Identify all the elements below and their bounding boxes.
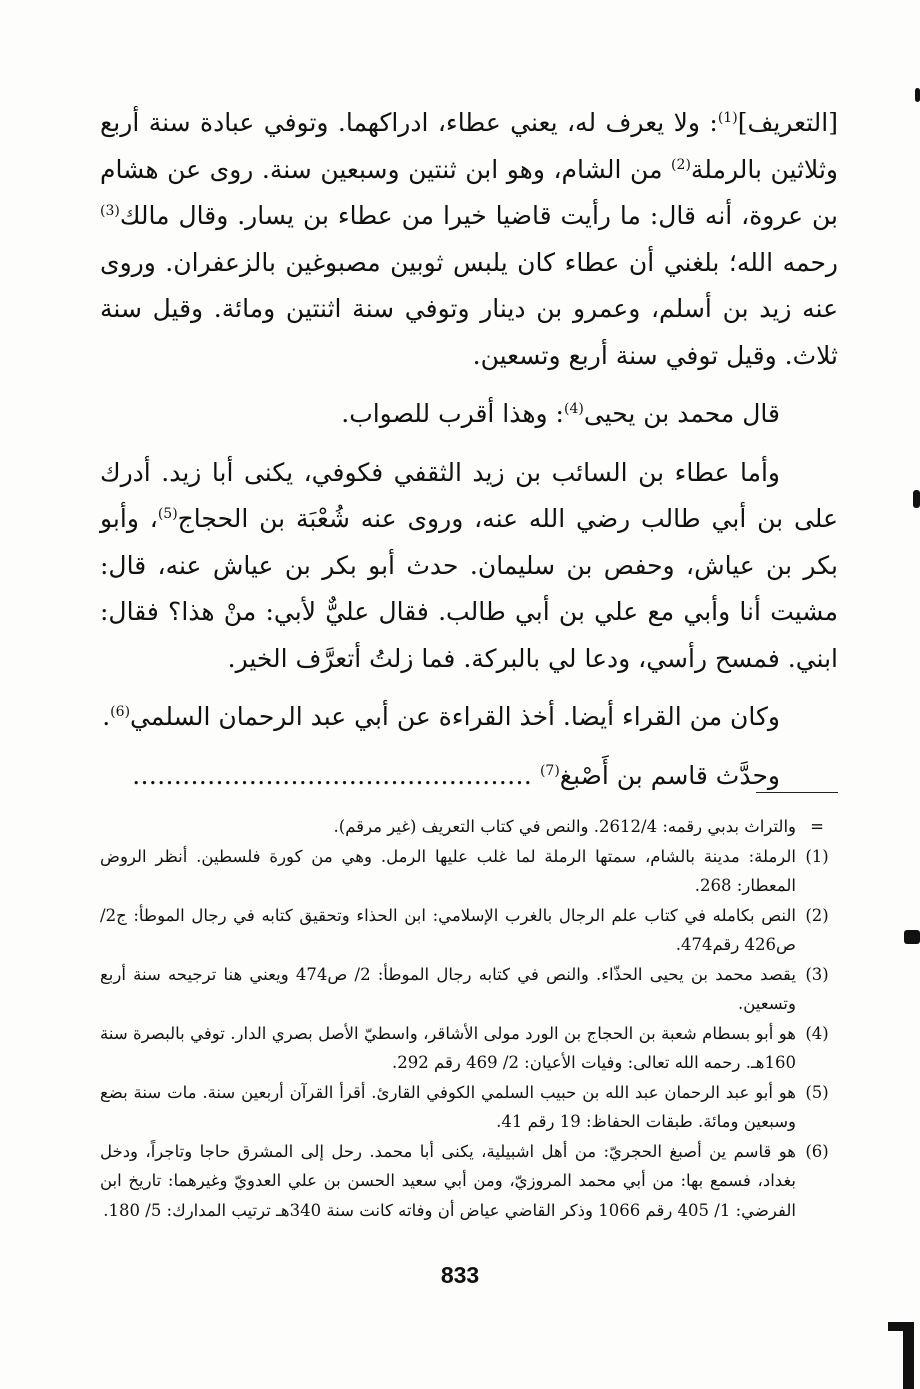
footnote-ref-6: (6) <box>110 704 131 720</box>
footnote-separator <box>756 792 838 793</box>
text-run: : وهذا أقرب للصواب. <box>341 399 564 428</box>
footnote-number: (6) <box>805 1141 829 1161</box>
footnote-number: (4) <box>805 1023 829 1043</box>
paragraph-2 <box>100 391 838 438</box>
text-run: : ولا يعرف له، يعني عطاء، ادراكهما. وتوفي عبادة سنة أربع وثلاثين بالرملة <box>100 108 839 184</box>
text-run: [التعريف] <box>737 108 838 137</box>
text-run: وكان من القراء أيضا. أخذ القراءة عن أبي عبد الرحمان السلمي <box>130 702 780 731</box>
ellipsis-dots: ………………………………………… <box>131 760 532 790</box>
footnote-item <box>100 1137 838 1226</box>
footnote-item <box>100 901 838 960</box>
main-text <box>100 100 838 799</box>
text-run: رحمه الله؛ بلغني أن عطاء كان يلبس ثوبين مصبوغين بالزعفران. وروى عنه زيد بن أسلم، وعمرو بن دينار وتوفي سنة اثنتين ومائة. وقيل سنة ثلاث. وقيل توفي سنة أربع وتسعين. <box>100 247 838 370</box>
footnote-item <box>100 1019 838 1078</box>
scan-mark <box>903 1322 914 1389</box>
footnote-item <box>100 842 838 901</box>
footnote-text: هو أبو عبد الرحمان عبد الله بن حبيب السلمي الكوفي القارئ. أقرأ القرآن أربعين سنة. مات سنة بضع وسبعين ومائة. طبقات الحفاظ: 19 رقم 41. <box>100 1082 796 1131</box>
footnote-number: (3) <box>805 964 829 984</box>
footnote-text: هو قاسم ين أصبغ الحجريّ: من أهل اشبيلية، يكنى أبا محمد. رحل إلى المشرق حاجا وتاجراً، ودخل بغداد، فسمع بها: من أبي محمد المروزيّ، ومن أبي سعيد الحسن بن علي العدويّ وغيرهما: تاريخ ابن الفرضي: 1/ 405 رقم 1066 وذكر القاضي عياض أن وفاته كانت سنة 340هـ ترتيب المدارك: 5/ 180. <box>100 1141 796 1220</box>
text-run: ، وأبو بكر بن عياش، وحفص بن سليمان. حدث أبو بكر بن عياش عنه، قال: مشيت أنا وأبي مع علي بن أبي طالب. فقال عليٌّ لأبي: منْ هذا؟ فقال: ابني. فمسح رأسي، ودعا لي بالبركة. فما زلتُ أتعرَّف الخير. <box>100 504 838 673</box>
footnote-text: النص بكامله في كتاب علم الرجال بالغرب الإسلامي: ابن الحذاء وتحقيق كتابه في رجال الموطأ: ج2/ ص426 رقم474. <box>100 905 796 954</box>
text-run: . <box>102 702 111 731</box>
footnote-text: الرملة: مدينة بالشام، سمتها الرملة لما غلب عليها الرمل. وهي من كورة فلسطين. أنظر الروض المعطار: 268. <box>100 846 796 895</box>
footnote-text: والتراث بدبي رقمه: 2612/4. والنص في كتاب التعريف (غير مرقم). <box>333 817 796 836</box>
footnote-number: (2) <box>805 905 829 925</box>
text-run: قال محمد بن يحيى <box>583 399 780 428</box>
scan-mark <box>915 88 920 102</box>
paragraph-1 <box>100 100 838 379</box>
footnote-text: يقصد محمد بن يحيى الحذّاء. والنص في كتابه رجال الموطأ: 2/ ص474 ويعني هنا ترجيحه سنة أربع وتسعين. <box>100 964 796 1013</box>
footnote-ref-2: (2) <box>671 156 691 173</box>
footnote-ref-7: (7) <box>539 762 560 779</box>
footnote-number: (5) <box>805 1082 829 1102</box>
paragraph-5 <box>100 753 838 800</box>
footnotes <box>100 812 838 1225</box>
footnote-item <box>100 812 838 842</box>
footnote-ref-4: (4) <box>563 401 584 417</box>
scan-mark <box>888 1322 914 1331</box>
footnote-item <box>100 960 838 1019</box>
text-run: وأما عطاء بن السائب بن زيد الثقفي فكوفي، يكنى أبا زيد. أدرك على بن أبي طالب رضي الله عنه، وروى عنه شُعْبَة بن الحجاج <box>100 457 838 533</box>
footnote-ref-3: (3) <box>100 203 120 219</box>
text-run: من الشام، وهو ابن ثنتين وسبعين سنة. روى عن هشام بن عروة، أنه قال: ما رأيت قاضيا خيرا من عطاء بن يسار. وقال مالك <box>100 154 838 230</box>
scan-mark <box>904 930 920 944</box>
paragraph-4 <box>100 694 838 741</box>
footnote-item <box>100 1078 838 1137</box>
page-number: 833 <box>440 1262 480 1288</box>
footnote-ref-1: (1) <box>717 110 738 126</box>
footnote-ref-5: (5) <box>157 506 178 522</box>
footnote-number: (1) <box>805 846 829 866</box>
scan-mark <box>913 490 920 508</box>
paragraph-3 <box>100 450 838 683</box>
footnote-text: هو أبو بسطام شعبة بن الحجاج بن الورد مولى الأشاقر، واسطيّ الأصل بصري الدار. توفي بالبصرة سنة 160هـ. رحمه الله تعالى: وفيات الأعيان: 2/ 469 رقم 292. <box>100 1023 796 1072</box>
text-run: وحدَّث قاسم بن أَصْبغ <box>559 760 780 790</box>
footnote-number: = <box>810 817 824 836</box>
